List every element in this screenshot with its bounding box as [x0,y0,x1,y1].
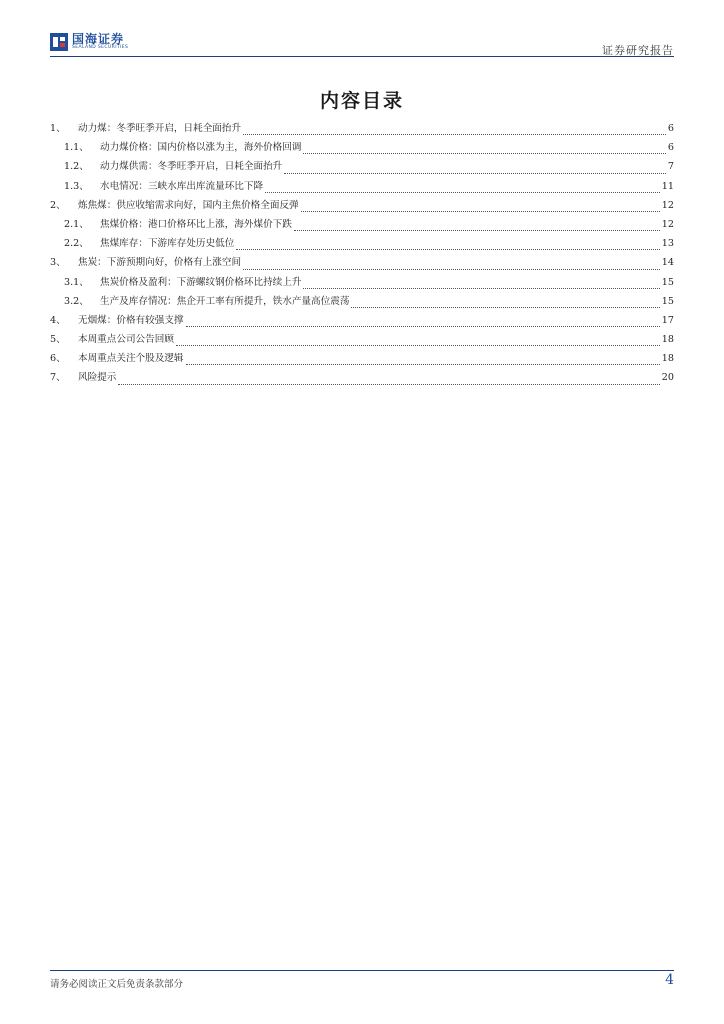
toc-entry-number: 7、 [50,372,66,384]
toc-entry-number: 3.1、 [64,276,89,288]
toc-entry[interactable] [50,254,674,273]
toc-heading: 内容目录 [319,90,404,112]
toc-entry[interactable] [50,178,674,197]
toc-dot-leader [186,325,660,327]
toc-dot-leader [118,383,659,385]
toc-entry-title[interactable]: 生产及库存情况：焦企开工率有所提升，铁水产量高位震荡 [100,295,350,307]
toc-dot-leader [236,248,659,250]
logo-english-name: SEALAND SECURITIES [72,45,129,51]
page-number: 4 [665,972,674,988]
toc-entry-page: 18 [661,334,674,346]
toc-entry-page: 14 [661,257,674,269]
company-logo [50,30,128,54]
toc-entry[interactable] [50,312,674,331]
toc-entry[interactable] [50,139,674,158]
toc-entry-number: 2、 [50,199,66,211]
toc-entry-number: 4、 [50,314,66,326]
table-of-contents [50,120,674,389]
toc-entry-page: 6 [667,142,674,154]
toc-entry-title[interactable]: 本周重点公司公告回顾 [78,334,174,346]
toc-entry[interactable] [50,369,674,388]
toc-entry-page: 15 [661,276,674,288]
logo-chinese-name: 国海证券 [72,32,125,47]
toc-entry-number: 3.2、 [64,295,89,307]
toc-entry[interactable] [50,350,674,369]
toc-entry-number: 5、 [50,334,66,346]
toc-dot-leader [265,191,660,193]
toc-entry-page: 17 [661,314,674,326]
toc-entry-title[interactable]: 动力煤供需：冬季旺季开启，日耗全面抬升 [100,161,283,173]
toc-dot-leader [351,306,659,308]
toc-dot-leader [284,172,666,174]
toc-entry-page: 15 [661,295,674,307]
toc-entry-page: 18 [661,353,674,365]
toc-entry-page: 12 [661,199,674,211]
toc-dot-leader [243,133,666,135]
footer-disclaimer: 请务必阅读正文后免责条款部分 [50,979,184,990]
toc-entry-title[interactable]: 动力煤价格：国内价格以涨为主，海外价格回调 [100,142,302,154]
toc-entry-number: 2.2、 [64,238,89,250]
toc-entry-number: 1.3、 [64,180,89,192]
document-type-label: 证券研究报告 [602,44,674,57]
toc-entry-page: 6 [667,123,674,134]
toc-entry-number: 1.1、 [64,142,89,154]
toc-dot-leader [301,210,660,212]
toc-dot-leader [294,229,660,231]
toc-entry[interactable] [50,120,674,139]
toc-entry-title[interactable]: 风险提示 [78,372,117,384]
toc-entry-number: 2.1、 [64,218,89,230]
toc-dot-leader [243,268,660,270]
toc-entry-number: 1.2、 [64,161,89,173]
toc-entry-number: 6、 [50,353,66,365]
toc-entry-title[interactable]: 炼焦煤：供应收缩需求向好，国内主焦价格全面反弹 [78,199,299,211]
toc-entry[interactable] [50,331,674,350]
logo-mark-icon [50,33,68,51]
toc-dot-leader [303,152,665,154]
toc-entry-number: 1、 [50,123,66,134]
toc-entry[interactable] [50,216,674,235]
footer-divider [50,970,674,971]
toc-entry[interactable] [50,158,674,177]
toc-entry-title[interactable]: 焦煤价格：港口价格环比上涨，海外煤价下跌 [100,218,292,230]
toc-entry[interactable] [50,293,674,312]
toc-entry-number: 3、 [50,257,66,269]
toc-entry-title[interactable]: 本周重点关注个股及逻辑 [78,353,184,365]
toc-dot-leader [186,363,660,365]
toc-entry-title[interactable]: 动力煤：冬季旺季开启，日耗全面抬升 [78,123,242,134]
header-divider [50,56,674,57]
toc-entry[interactable] [50,235,674,254]
toc-entry-page: 11 [661,180,674,192]
toc-entry-page: 12 [661,218,674,230]
toc-dot-leader [303,287,659,289]
toc-dot-leader [176,344,660,346]
toc-entry[interactable] [50,197,674,216]
toc-entry[interactable] [50,274,674,293]
toc-entry-title[interactable]: 焦煤库存：下游库存处历史低位 [100,238,235,250]
toc-entry-page: 7 [667,161,674,173]
toc-entry-title[interactable]: 无烟煤：价格有较强支撑 [78,314,184,326]
toc-entry-title[interactable]: 焦炭：下游预期向好，价格有上涨空间 [78,257,242,269]
toc-entry-page: 13 [661,238,674,250]
toc-entry-title[interactable]: 水电情况：三峡水库出库流量环比下降 [100,180,264,192]
toc-entry-title[interactable]: 焦炭价格及盈利：下游螺纹钢价格环比持续上升 [100,276,302,288]
toc-entry-page: 20 [661,372,674,384]
